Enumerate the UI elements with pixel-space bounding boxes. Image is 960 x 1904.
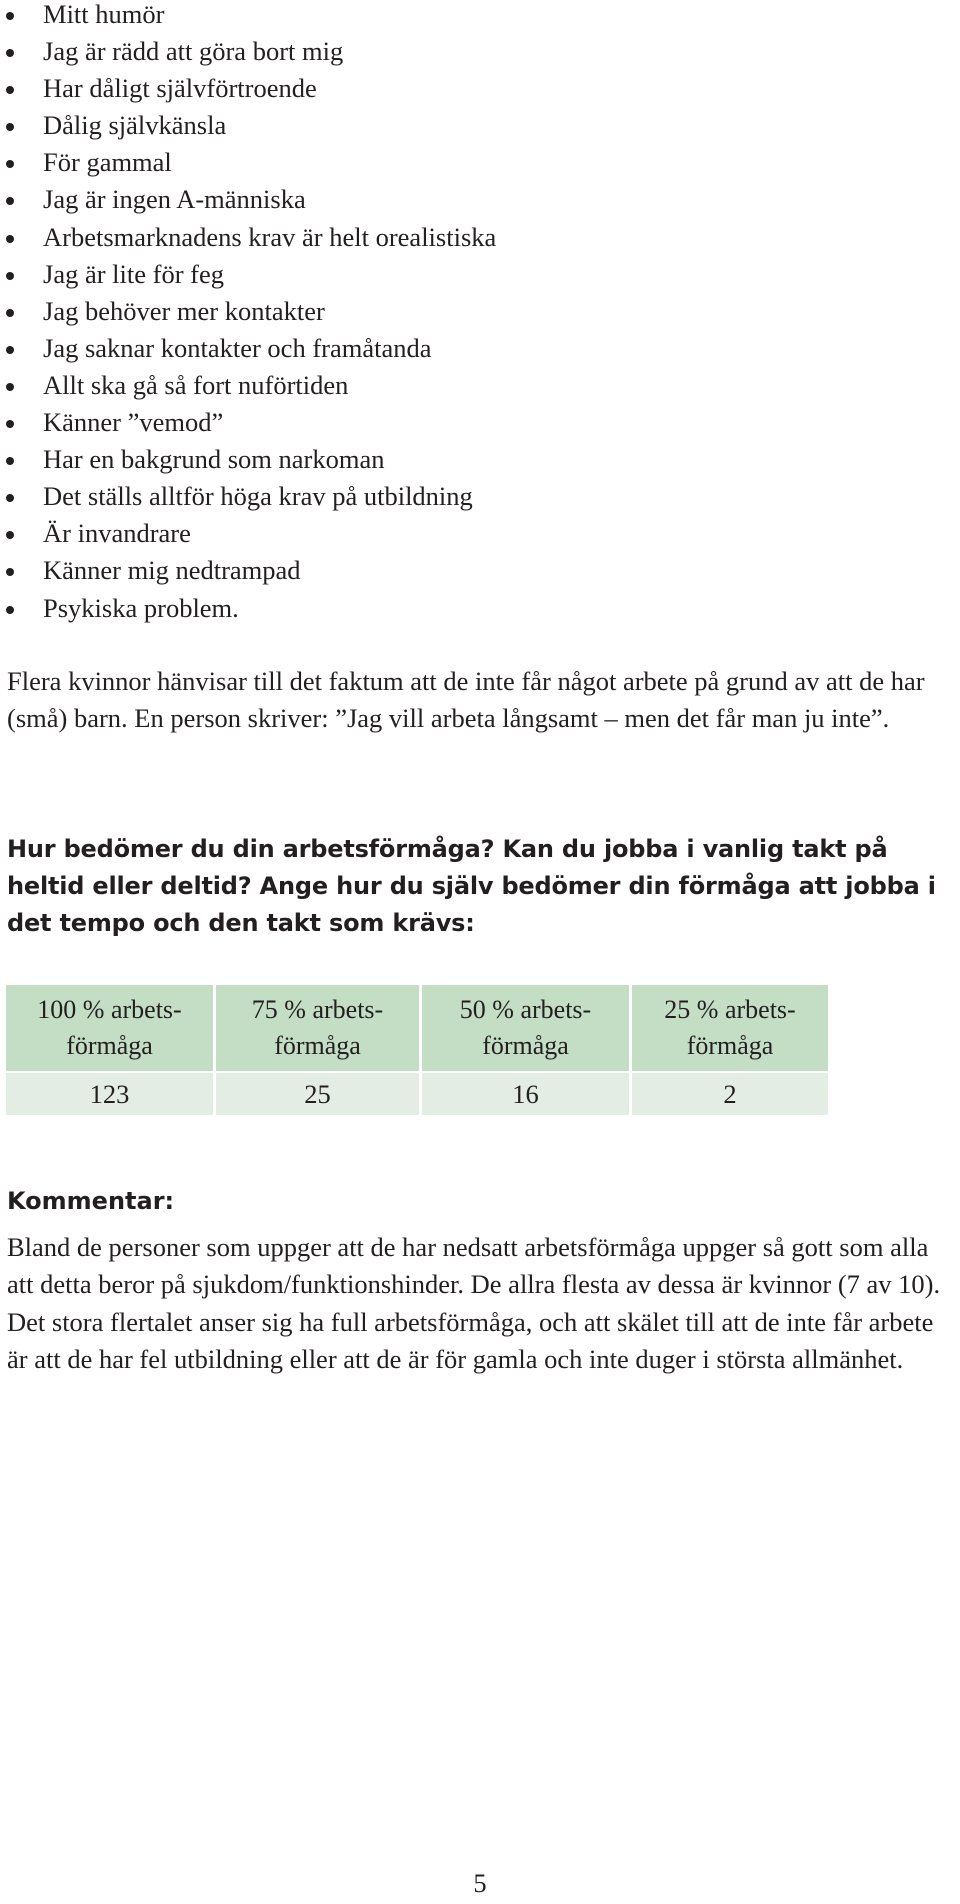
table-cell: 2 [632,1073,828,1115]
header-line: förmåga [66,1031,153,1060]
list-item [6,33,946,70]
list-item-text: Jag är rädd att göra bort mig [43,36,344,67]
list-item-text: Dålig självkänsla [43,110,227,141]
bullet-icon [6,272,14,280]
table-header-row [6,985,828,1071]
comment-paragraph: Bland de personer som uppger att de har nedsatt arbetsförmåga uppger så gott som alla att detta beror på sjukdom/funktionshinder. De allra flesta av dessa är kvinnor (7 av 10). Det stora flertalet anser sig ha full arbetsförmåga, och att skälet till att de inte får arbete är att de har fel utbildning eller att de är för gamla och inte duger i största allmänhet. [7,1232,941,1374]
list-item [6,256,946,293]
bullet-icon [6,568,14,576]
list-item [6,0,946,33]
bullet-icon [6,494,14,502]
header-line: förmåga [686,1031,774,1060]
list-item-text: Jag är lite för feg [43,258,224,289]
bullet-icon [6,346,14,354]
work-capacity-table [3,983,831,1117]
list-item [6,478,946,515]
list-item-text: Psykiska problem. [43,592,239,623]
list-item-text: Jag saknar kontakter och framåtanda [43,332,432,363]
table-header-cell [6,985,213,1071]
reasons-list [6,0,946,627]
list-item [6,107,946,144]
bullet-icon [6,86,14,94]
table-cell: 123 [6,1073,213,1115]
table-header-cell [632,985,828,1071]
header-line: 50 % arbets- [459,995,592,1024]
page-number: 5 [473,1868,487,1898]
list-item [6,70,946,107]
table-cell: 16 [422,1073,629,1115]
bullet-icon [6,531,14,539]
list-item-text: Arbetsmarknadens krav är helt orealistiska [43,221,497,252]
bullet-icon [6,123,14,131]
list-item [6,367,946,404]
header-line: förmåga [482,1031,569,1060]
header-line: förmåga [274,1031,361,1060]
table-header-cell [422,985,629,1071]
bullet-icon [6,160,14,168]
list-item-text: Känner mig nedtrampad [43,555,301,586]
list-item [6,144,946,181]
table-cell: 25 [216,1073,419,1115]
table-header-cell [216,985,419,1071]
list-item-text: Har en bakgrund som narkoman [43,444,385,475]
bullet-icon [6,49,14,57]
list-item [6,181,946,218]
list-item [6,515,946,552]
list-item [6,552,946,589]
list-item [6,441,946,478]
header-line: 75 % arbets- [251,995,384,1024]
list-item-text: För gammal [43,147,172,178]
list-item-text: Är invandrare [43,518,191,549]
list-item [6,590,946,627]
list-item-text: Allt ska gå så fort nuförtiden [43,369,349,400]
bullet-icon [6,457,14,465]
list-item-text: Känner ”vemod” [43,407,224,438]
list-item-text: Jag behöver mer kontakter [43,295,325,326]
list-item [6,404,946,441]
header-line: 25 % arbets- [664,995,796,1024]
question-heading: Hur bedömer du din arbetsförmåga? Kan du jobba i vanlig takt på heltid eller deltid? Ange hur du själv bedömer din förmåga att jobba i det tempo och den takt som krävs: [7,835,936,937]
list-item-text: Mitt humör [43,0,165,29]
comment-label: Kommentar: [7,1187,175,1215]
bullet-icon [6,420,14,428]
header-line: 100 % arbets- [37,995,182,1024]
bullet-icon [6,606,14,614]
list-item [6,219,946,256]
list-item [6,330,946,367]
list-item [6,293,946,330]
list-item-text: Jag är ingen A-människa [43,184,306,215]
bullet-icon [6,383,14,391]
list-item-text: Det ställs alltför höga krav på utbildning [43,481,473,512]
list-item-text: Har dåligt självförtroende [43,73,317,104]
table-row [6,1073,828,1115]
intro-paragraph: Flera kvinnor hänvisar till det faktum att de inte får något arbete på grund av att de har (små) barn. En person skriver: ”Jag vill arbeta långsamt – men det får man ju inte”. [7,666,925,734]
bullet-icon [6,197,14,205]
bullet-icon [6,309,14,317]
bullet-icon [6,12,14,20]
bullet-icon [6,235,14,243]
